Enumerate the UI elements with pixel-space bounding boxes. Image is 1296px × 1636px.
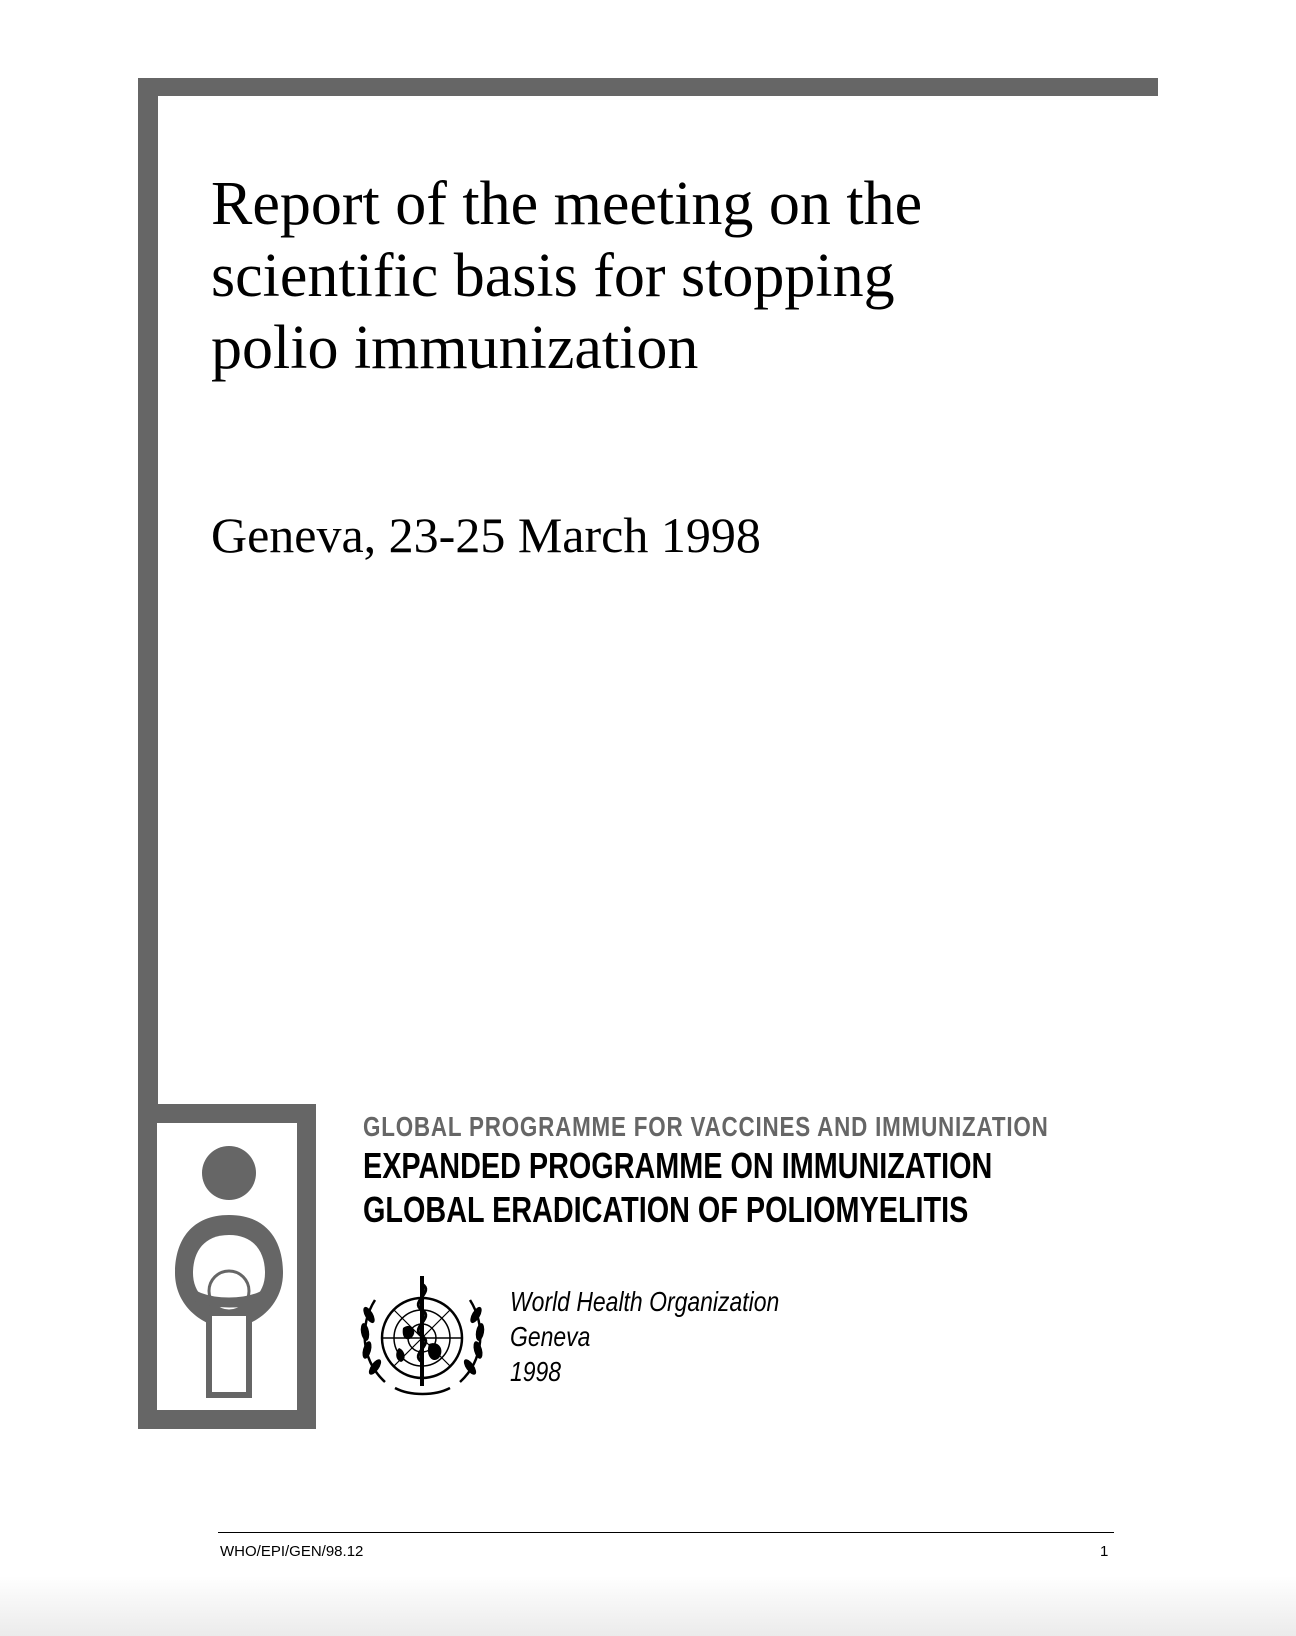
document-title — [211, 168, 1131, 384]
publisher-organization: World Health Organization — [510, 1286, 780, 1317]
publisher-year: 1998 — [510, 1356, 562, 1387]
meeting-date-place: Geneva, 23-25 March 1998 — [211, 507, 761, 563]
publisher-city: Geneva — [510, 1321, 591, 1352]
page-bottom-shadow — [0, 1576, 1296, 1636]
page-number: 1 — [1100, 1543, 1109, 1560]
frame-left-bar — [138, 78, 158, 1106]
mother-child-icon — [157, 1123, 297, 1410]
title-line: polio immunization — [211, 314, 699, 382]
programme-logo-box — [138, 1104, 316, 1429]
title-line: Report of the meeting on the — [211, 170, 923, 238]
title-line: scientific basis for stopping — [211, 242, 895, 310]
who-emblem-icon — [355, 1270, 490, 1400]
programme-line-polio: GLOBAL ERADICATION OF POLIOMYELITIS — [363, 1189, 969, 1230]
publisher-block — [510, 1284, 838, 1389]
programme-names — [363, 1110, 1220, 1232]
footer-rule — [218, 1532, 1114, 1533]
document-code: WHO/EPI/GEN/98.12 — [220, 1543, 364, 1560]
programme-line-epi: EXPANDED PROGRAMME ON IMMUNIZATION — [363, 1145, 993, 1186]
frame-top-bar — [138, 78, 1158, 96]
programme-line-gpvi: GLOBAL PROGRAMME FOR VACCINES AND IMMUNIZATION — [363, 1111, 1049, 1142]
